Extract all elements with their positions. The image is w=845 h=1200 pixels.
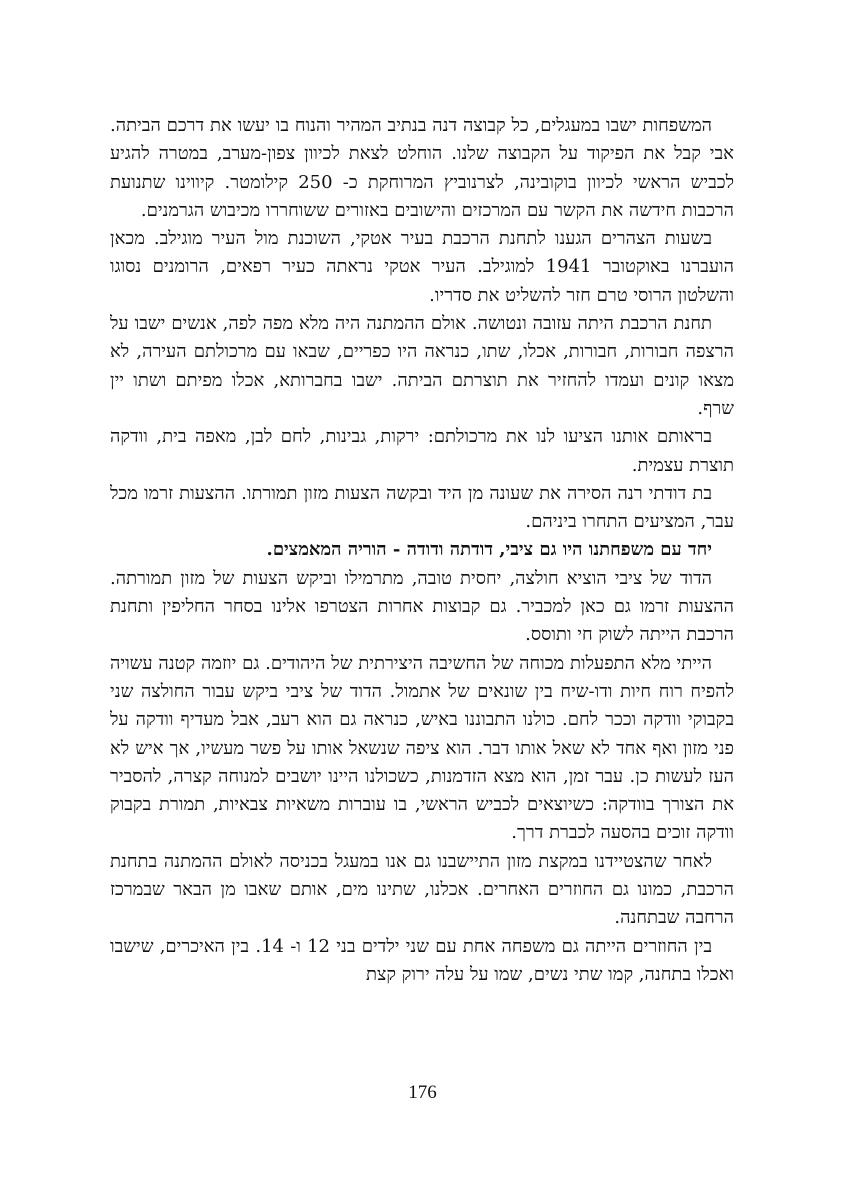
paragraph-1: המשפחות ישבו במעגלים, כל קבוצה דנה בנתיב המהיר והנוח בו יעשו את דרכם הביתה. אבי קבל את הפיקוד על הקבוצה שלנו. הוחלט לצאת לכיוון צפון-מערב, במטרה להגיע לכביש הראשי לכיוון בוקובינה, לצרנוביץ המרוחקת כ- 250 קילומטר. קיווינו שתנועת הרכבות חידשה את הקשר עם המרכזים והישובים באזורים ששוחררו מכיבוש הגרמנים. <box>110 115 734 221</box>
paragraph-8: הייתי מלא התפעלות מכוחה של החשיבה היצירתית של היהודים. גם יוזמה קטנה עשויה להפיח רוח חיות ודו-שיח בין שונאים של אתמול. הדוד של ציבי ביקש עבור החולצה שני בקבוקי וודקה וככר לחם. כולנו התבוננו באיש, כנראה גם הוא רעב, אבל מעדיף וודקה על פני מזון ואף אחד לא שאל אותו דבר. הוא ציפה שנשאל אותו על פשר מעשיו, אך איש לא העז לעשות כן. עבר זמן, הוא מצא הזדמנות, כשכולנו היינו יושבים למנוחה קצרה, להסביר את הצורך בוודקה: כשיוצאים לכביש הראשי, בו עוברות משאיות צבאיות, תמורת בקבוק וודקה זוכים בהסעה לכברת דרך. <box>110 652 734 844</box>
paragraph-3: תחנת הרכבת היתה עזובה ונטושה. אולם ההמתנה היה מלא מפה לפה, אנשים ישבו על הרצפה חבורות, חבורות, אכלו, שתו, כנראה היו כפריים, שבאו עם מרכולתם העירה, לא מצאו קונים ועמדו להחזיר את תוצרתם הביתה. ישבו בחברותא, אכלו מפיתם ושתו יין שרף. <box>110 313 734 419</box>
paragraph-7: הדוד של ציבי הוציא חולצה, יחסית טובה, מתרמילו וביקש הצעות של מזון תמורתה. ההצעות זרמו גם כאן למכביר. גם קבוצות אחרות הצטרפו אלינו בסחר החליפין ותחנת הרכבת הייתה לשוק חי ותוסס. <box>110 567 734 646</box>
page-body <box>110 112 734 989</box>
paragraph-6: יחד עם משפחתנו היו גם ציבי, דודתה ודודה - הוריה המאמצים. <box>266 539 712 561</box>
paragraph-4: בראותם אותנו הציעו לנו את מרכולתם: ירקות, גבינות, לחם לבן, מאפה בית, וודקה תוצרת עצמית. <box>110 426 734 476</box>
paragraph-2: בשעות הצהרים הגענו לתחנת הרכבת בעיר אטקי, השוכנת מול העיר מוגילב. מכאן הועברנו באוקטובר 1941 למוגילב. העיר אטקי נראתה כעיר רפאים, הרומנים נסוגו והשלטון הרוסי טרם חזר להשליט את סדריו. <box>110 228 734 306</box>
paragraph-9: לאחר שהצטיידנו במקצת מזון התיישבנו גם אנו במעגל בכניסה לאולם ההמתנה בתחנת הרכבת, כמונו גם החוזרים האחרים. אכלנו, שתינו מים, אותם שאבו מן הבאר שבמרכז הרחבה שבתחנה. <box>110 850 734 929</box>
paragraph-10: בין החוזרים הייתה גם משפחה אחת עם שני ילדים בני 12 ו- 14. בין האיכרים, שישבו ואכלו בתחנה, קמו שתי נשים, שמו על עלה ירוק קצת <box>110 935 734 985</box>
page-number: 176 <box>408 1082 437 1103</box>
paragraph-5: בת דודתי רנה הסירה את שעונה מן היד ובקשה הצעות מזון תמורתו. ההצעות זרמו מכל עבר, המציעים התחרו ביניהם. <box>110 482 734 533</box>
